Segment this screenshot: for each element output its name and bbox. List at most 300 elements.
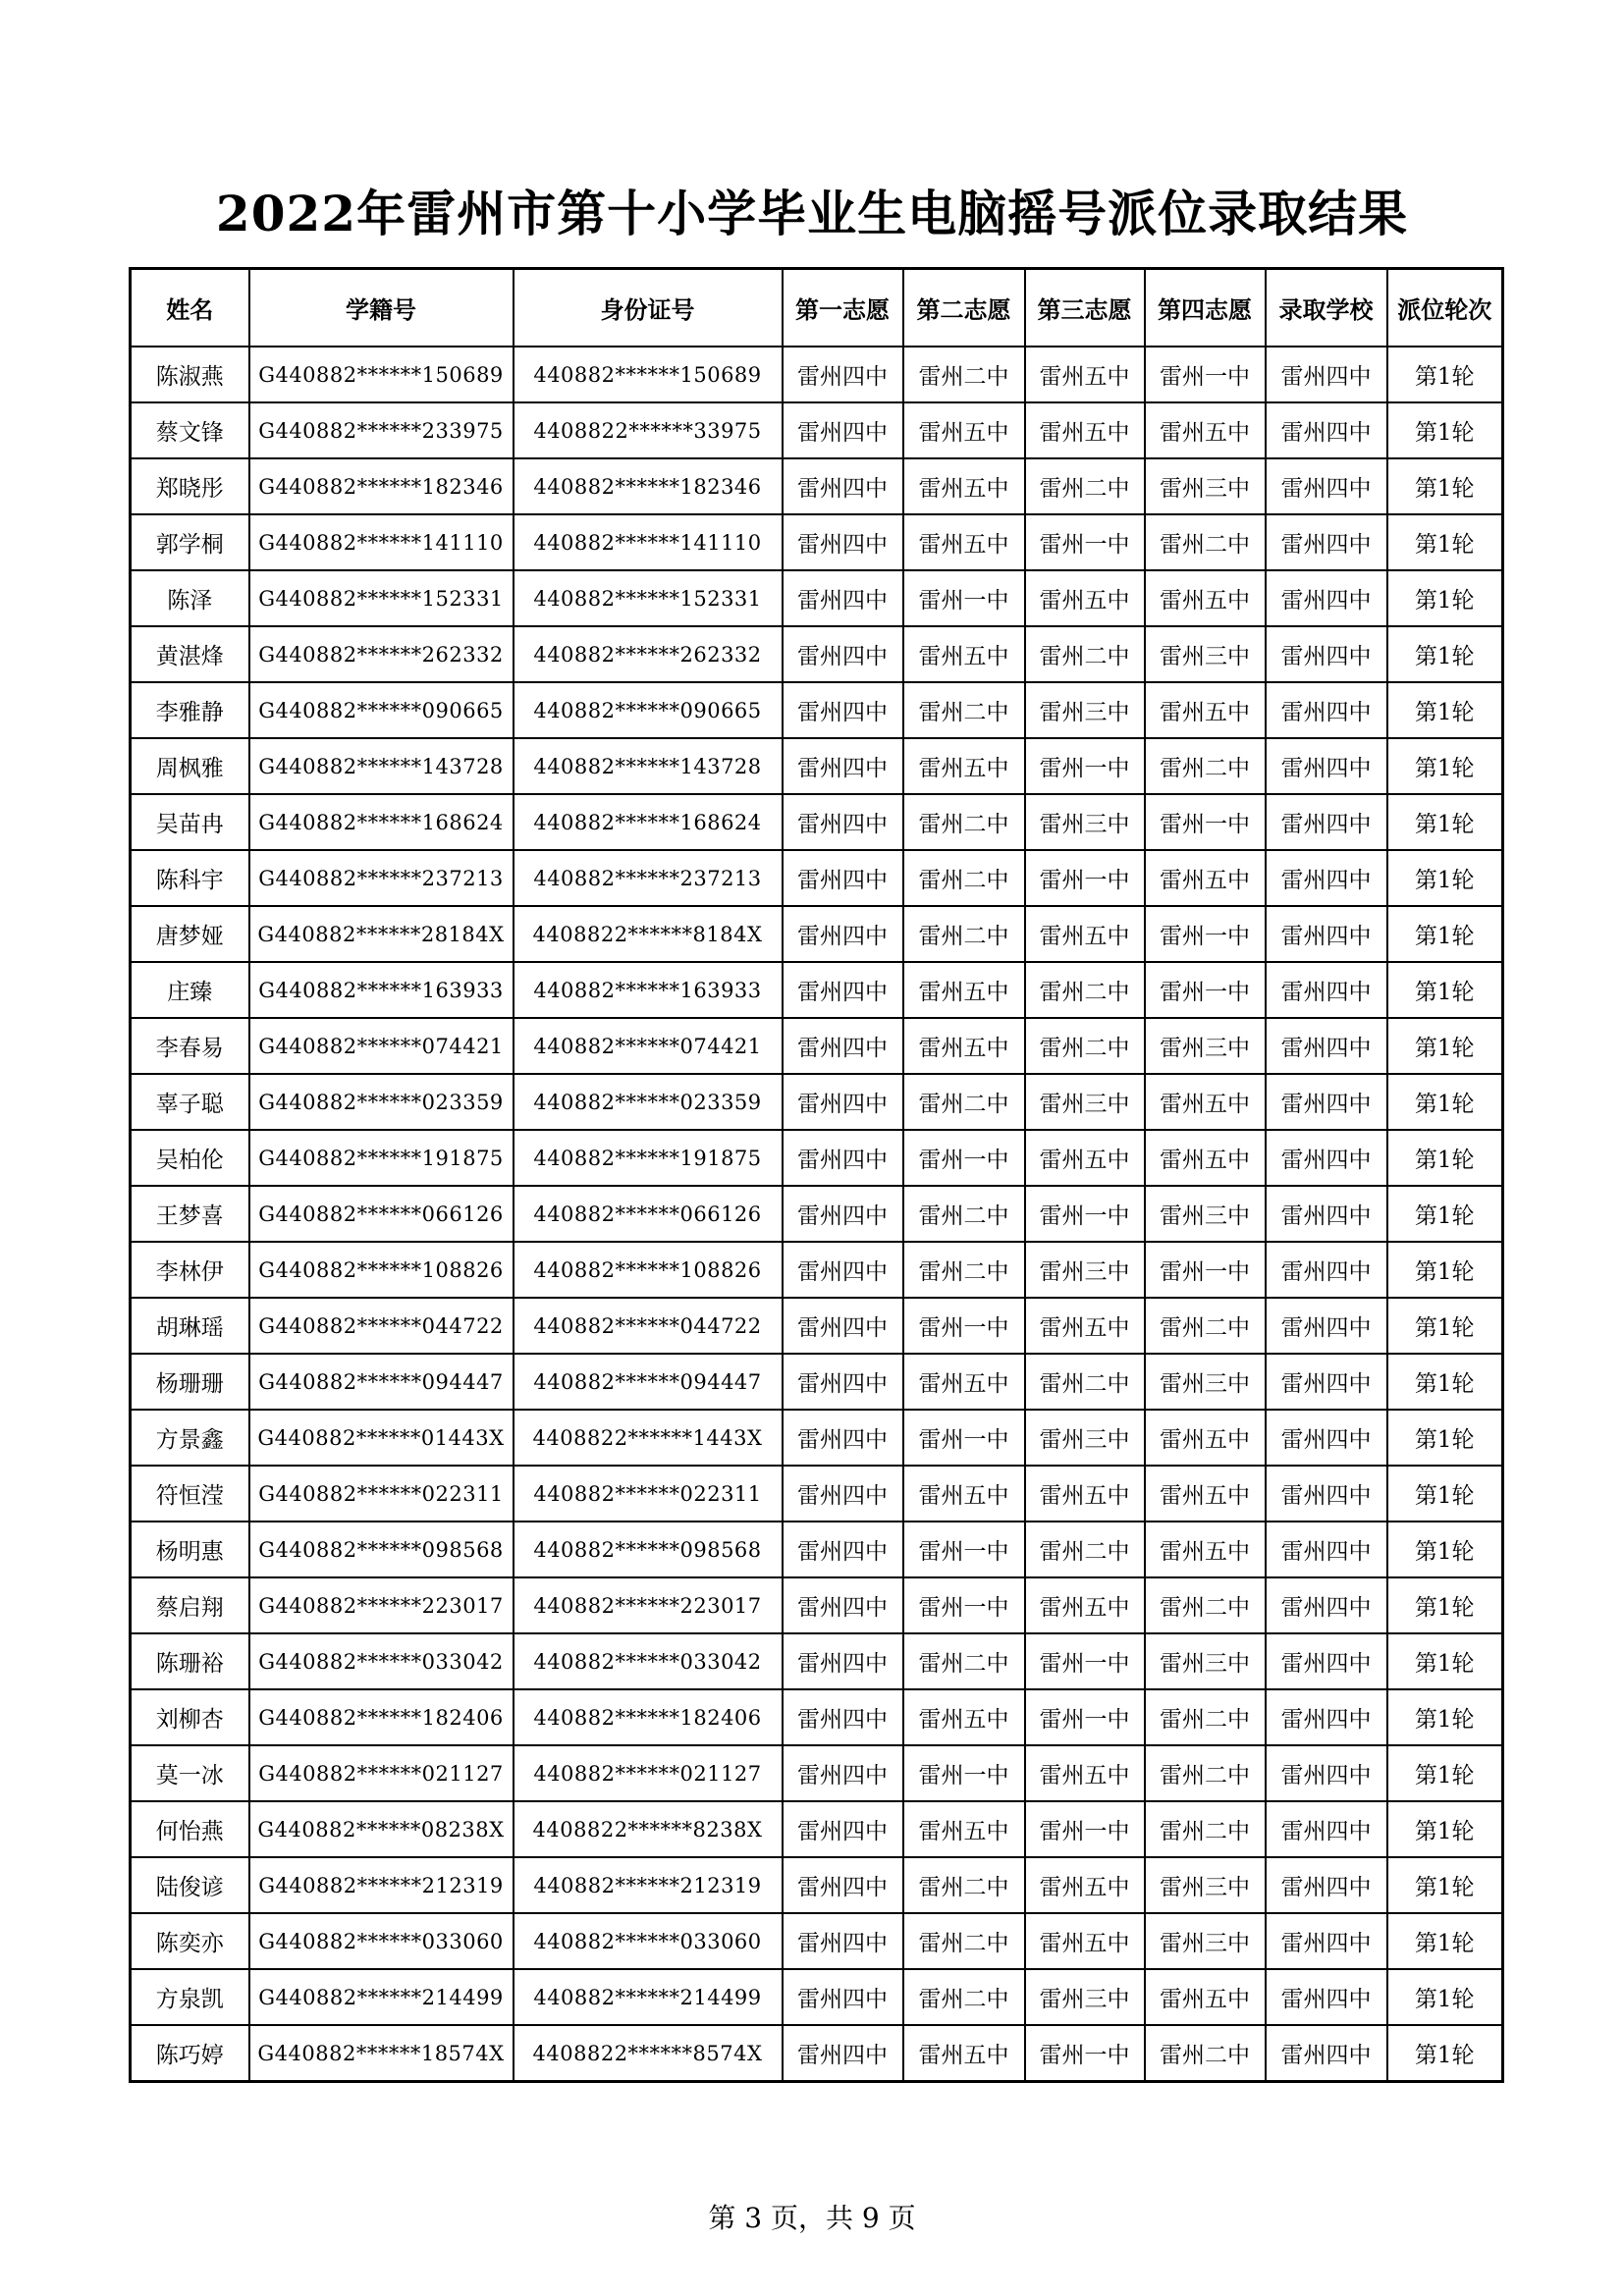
- student-name: 陈巧婷: [131, 2025, 249, 2082]
- student-id: G440882******168624: [249, 794, 514, 850]
- choice-1: 雷州四中: [783, 738, 903, 794]
- student-id: G440882******233975: [249, 402, 514, 458]
- choice-3: 雷州三中: [1025, 1969, 1145, 2025]
- id-card-number: 440882******033042: [514, 1633, 783, 1689]
- choice-1-header: 第一志愿: [783, 269, 903, 347]
- assignment-round: 第1轮: [1387, 458, 1503, 514]
- admitted-school: 雷州四中: [1266, 1018, 1387, 1074]
- student-id: G440882******141110: [249, 514, 514, 570]
- admitted-school: 雷州四中: [1266, 2025, 1387, 2082]
- choice-2: 雷州一中: [903, 1577, 1025, 1633]
- choice-3: 雷州五中: [1025, 1298, 1145, 1354]
- student-name: 陆俊谚: [131, 1857, 249, 1913]
- id-card-number: 440882******214499: [514, 1969, 783, 2025]
- assignment-round: 第1轮: [1387, 1913, 1503, 1969]
- admitted-school: 雷州四中: [1266, 1466, 1387, 1522]
- choice-2: 雷州二中: [903, 1186, 1025, 1242]
- id-card-number: 440882******150689: [514, 347, 783, 402]
- id-card-number: 440882******021127: [514, 1745, 783, 1801]
- choice-4: 雷州二中: [1145, 738, 1266, 794]
- choice-3: 雷州五中: [1025, 570, 1145, 626]
- student-id: G440882******152331: [249, 570, 514, 626]
- header-row: [131, 269, 1503, 347]
- student-name: 庄臻: [131, 962, 249, 1018]
- id-card-header: 身份证号: [514, 269, 783, 347]
- table-row: [131, 1633, 1503, 1689]
- choice-2: 雷州二中: [903, 850, 1025, 906]
- choice-3: 雷州二中: [1025, 1018, 1145, 1074]
- choice-1: 雷州四中: [783, 850, 903, 906]
- student-id-header: 学籍号: [249, 269, 514, 347]
- student-name: 郭学桐: [131, 514, 249, 570]
- student-name: 刘柳杏: [131, 1689, 249, 1745]
- choice-3: 雷州一中: [1025, 2025, 1145, 2082]
- choice-1: 雷州四中: [783, 1130, 903, 1186]
- choice-4: 雷州三中: [1145, 1857, 1266, 1913]
- choice-3: 雷州五中: [1025, 906, 1145, 962]
- choice-2: 雷州五中: [903, 1018, 1025, 1074]
- assignment-round: 第1轮: [1387, 850, 1503, 906]
- id-card-number: 440882******223017: [514, 1577, 783, 1633]
- student-name: 莫一冰: [131, 1745, 249, 1801]
- id-card-number: 440882******212319: [514, 1857, 783, 1913]
- id-card-number: 440882******182346: [514, 458, 783, 514]
- choice-3: 雷州一中: [1025, 1689, 1145, 1745]
- choice-1: 雷州四中: [783, 1913, 903, 1969]
- student-id: G440882******237213: [249, 850, 514, 906]
- choice-2: 雷州一中: [903, 1130, 1025, 1186]
- student-name: 周枫雅: [131, 738, 249, 794]
- assignment-round: 第1轮: [1387, 682, 1503, 738]
- table-row: [131, 1969, 1503, 2025]
- choice-1: 雷州四中: [783, 2025, 903, 2082]
- id-card-number: 440882******108826: [514, 1242, 783, 1298]
- student-id: G440882******214499: [249, 1969, 514, 2025]
- student-name: 杨明惠: [131, 1522, 249, 1577]
- choice-1: 雷州四中: [783, 402, 903, 458]
- choice-3: 雷州三中: [1025, 1410, 1145, 1466]
- student-name: 蔡启翔: [131, 1577, 249, 1633]
- choice-4: 雷州五中: [1145, 1410, 1266, 1466]
- student-name: 唐梦娅: [131, 906, 249, 962]
- assignment-round: 第1轮: [1387, 1466, 1503, 1522]
- student-id: G440882******098568: [249, 1522, 514, 1577]
- student-name: 李林伊: [131, 1242, 249, 1298]
- choice-1: 雷州四中: [783, 570, 903, 626]
- admitted-school: 雷州四中: [1266, 514, 1387, 570]
- choice-3: 雷州五中: [1025, 1913, 1145, 1969]
- choice-4: 雷州三中: [1145, 1186, 1266, 1242]
- table-row: [131, 402, 1503, 458]
- choice-3: 雷州五中: [1025, 1466, 1145, 1522]
- student-id: G440882******074421: [249, 1018, 514, 1074]
- choice-1: 雷州四中: [783, 1354, 903, 1410]
- choice-3: 雷州一中: [1025, 1633, 1145, 1689]
- choice-1: 雷州四中: [783, 1074, 903, 1130]
- id-card-number: 440882******094447: [514, 1354, 783, 1410]
- student-name: 符恒滢: [131, 1466, 249, 1522]
- choice-4: 雷州三中: [1145, 1633, 1266, 1689]
- admitted-school: 雷州四中: [1266, 906, 1387, 962]
- assignment-round: 第1轮: [1387, 2025, 1503, 2082]
- assignment-round: 第1轮: [1387, 1018, 1503, 1074]
- table-body: [131, 347, 1503, 2082]
- id-card-number: 4408822******8184X: [514, 906, 783, 962]
- choice-3: 雷州一中: [1025, 1801, 1145, 1857]
- choice-1: 雷州四中: [783, 1522, 903, 1577]
- choice-1: 雷州四中: [783, 1018, 903, 1074]
- table-row: [131, 1410, 1503, 1466]
- id-card-number: 440882******168624: [514, 794, 783, 850]
- table-row: [131, 1577, 1503, 1633]
- choice-2: 雷州二中: [903, 1633, 1025, 1689]
- id-card-number: 4408822******33975: [514, 402, 783, 458]
- choice-1: 雷州四中: [783, 514, 903, 570]
- id-card-number: 440882******152331: [514, 570, 783, 626]
- assignment-round: 第1轮: [1387, 1410, 1503, 1466]
- choice-3: 雷州一中: [1025, 738, 1145, 794]
- choice-4: 雷州一中: [1145, 906, 1266, 962]
- table-row: [131, 1354, 1503, 1410]
- student-name: 杨珊珊: [131, 1354, 249, 1410]
- id-card-number: 440882******066126: [514, 1186, 783, 1242]
- choice-2: 雷州二中: [903, 1242, 1025, 1298]
- table-row: [131, 626, 1503, 682]
- choice-4: 雷州三中: [1145, 626, 1266, 682]
- admitted-school: 雷州四中: [1266, 962, 1387, 1018]
- id-card-number: 4408822******8574X: [514, 2025, 783, 2082]
- choice-1: 雷州四中: [783, 962, 903, 1018]
- table-row: [131, 850, 1503, 906]
- assignment-round: 第1轮: [1387, 906, 1503, 962]
- choice-4: 雷州二中: [1145, 514, 1266, 570]
- admitted-school: 雷州四中: [1266, 1969, 1387, 2025]
- choice-2: 雷州五中: [903, 1466, 1025, 1522]
- choice-2: 雷州五中: [903, 2025, 1025, 2082]
- choice-4: 雷州一中: [1145, 1242, 1266, 1298]
- table-row: [131, 1186, 1503, 1242]
- choice-2: 雷州二中: [903, 1913, 1025, 1969]
- assignment-round: 第1轮: [1387, 1745, 1503, 1801]
- assignment-round: 第1轮: [1387, 738, 1503, 794]
- student-id: G440882******18574X: [249, 2025, 514, 2082]
- id-card-number: 440882******182406: [514, 1689, 783, 1745]
- choice-4: 雷州二中: [1145, 1298, 1266, 1354]
- choice-1: 雷州四中: [783, 1857, 903, 1913]
- student-id: G440882******223017: [249, 1577, 514, 1633]
- choice-3-header: 第三志愿: [1025, 269, 1145, 347]
- admitted-school: 雷州四中: [1266, 1074, 1387, 1130]
- table-row: [131, 1689, 1503, 1745]
- admitted-school: 雷州四中: [1266, 850, 1387, 906]
- choice-2: 雷州一中: [903, 1745, 1025, 1801]
- choice-3: 雷州一中: [1025, 514, 1145, 570]
- admitted-school-header: 录取学校: [1266, 269, 1387, 347]
- student-id: G440882******212319: [249, 1857, 514, 1913]
- assignment-round: 第1轮: [1387, 1298, 1503, 1354]
- id-card-number: 440882******262332: [514, 626, 783, 682]
- table-row: [131, 1242, 1503, 1298]
- choice-1: 雷州四中: [783, 682, 903, 738]
- choice-2: 雷州五中: [903, 1689, 1025, 1745]
- assignment-round: 第1轮: [1387, 1130, 1503, 1186]
- choice-2: 雷州五中: [903, 738, 1025, 794]
- assignment-round: 第1轮: [1387, 1633, 1503, 1689]
- id-card-number: 440882******143728: [514, 738, 783, 794]
- choice-4: 雷州五中: [1145, 570, 1266, 626]
- choice-2: 雷州一中: [903, 570, 1025, 626]
- choice-3: 雷州五中: [1025, 402, 1145, 458]
- choice-2: 雷州五中: [903, 1354, 1025, 1410]
- choice-4: 雷州三中: [1145, 1913, 1266, 1969]
- choice-2: 雷州一中: [903, 1410, 1025, 1466]
- student-name: 辜子聪: [131, 1074, 249, 1130]
- id-card-number: 4408822******8238X: [514, 1801, 783, 1857]
- student-id: G440882******28184X: [249, 906, 514, 962]
- table-row: [131, 1745, 1503, 1801]
- assignment-round: 第1轮: [1387, 1857, 1503, 1913]
- table-row: [131, 347, 1503, 402]
- choice-1: 雷州四中: [783, 1577, 903, 1633]
- student-id: G440882******108826: [249, 1242, 514, 1298]
- admitted-school: 雷州四中: [1266, 1522, 1387, 1577]
- student-name: 胡琳瑶: [131, 1298, 249, 1354]
- student-id: G440882******033042: [249, 1633, 514, 1689]
- id-card-number: 4408822******1443X: [514, 1410, 783, 1466]
- student-name: 吴柏伦: [131, 1130, 249, 1186]
- id-card-number: 440882******022311: [514, 1466, 783, 1522]
- assignment-round: 第1轮: [1387, 570, 1503, 626]
- choice-1: 雷州四中: [783, 906, 903, 962]
- choice-3: 雷州五中: [1025, 1857, 1145, 1913]
- admitted-school: 雷州四中: [1266, 738, 1387, 794]
- table-row: [131, 1913, 1503, 1969]
- student-name: 李春易: [131, 1018, 249, 1074]
- choice-4: 雷州二中: [1145, 1577, 1266, 1633]
- choice-1: 雷州四中: [783, 1969, 903, 2025]
- choice-3: 雷州二中: [1025, 1354, 1145, 1410]
- choice-4: 雷州五中: [1145, 1466, 1266, 1522]
- choice-4-header: 第四志愿: [1145, 269, 1266, 347]
- choice-2: 雷州二中: [903, 682, 1025, 738]
- assignment-round: 第1轮: [1387, 1242, 1503, 1298]
- choice-2: 雷州二中: [903, 1969, 1025, 2025]
- choice-3: 雷州一中: [1025, 1186, 1145, 1242]
- table-row: [131, 962, 1503, 1018]
- admitted-school: 雷州四中: [1266, 1913, 1387, 1969]
- table-row: [131, 1466, 1503, 1522]
- student-name: 方景鑫: [131, 1410, 249, 1466]
- page-footer: 第 3 页，共 9 页: [708, 2202, 916, 2234]
- choice-1: 雷州四中: [783, 1633, 903, 1689]
- admitted-school: 雷州四中: [1266, 1633, 1387, 1689]
- assignment-round: 第1轮: [1387, 1354, 1503, 1410]
- table-row: [131, 738, 1503, 794]
- student-id: G440882******262332: [249, 626, 514, 682]
- student-name: 何怡燕: [131, 1801, 249, 1857]
- assignment-round: 第1轮: [1387, 1074, 1503, 1130]
- choice-4: 雷州一中: [1145, 347, 1266, 402]
- assignment-round: 第1轮: [1387, 1577, 1503, 1633]
- id-card-number: 440882******044722: [514, 1298, 783, 1354]
- choice-1: 雷州四中: [783, 1298, 903, 1354]
- admitted-school: 雷州四中: [1266, 1242, 1387, 1298]
- student-id: G440882******150689: [249, 347, 514, 402]
- admitted-school: 雷州四中: [1266, 458, 1387, 514]
- choice-2: 雷州五中: [903, 402, 1025, 458]
- choice-2: 雷州二中: [903, 1857, 1025, 1913]
- table-row: [131, 1130, 1503, 1186]
- admitted-school: 雷州四中: [1266, 1689, 1387, 1745]
- choice-2: 雷州二中: [903, 1074, 1025, 1130]
- choice-2: 雷州五中: [903, 514, 1025, 570]
- choice-1: 雷州四中: [783, 1410, 903, 1466]
- table-row: [131, 794, 1503, 850]
- id-card-number: 440882******141110: [514, 514, 783, 570]
- choice-4: 雷州五中: [1145, 402, 1266, 458]
- choice-4: 雷州五中: [1145, 1074, 1266, 1130]
- choice-3: 雷州五中: [1025, 1130, 1145, 1186]
- admitted-school: 雷州四中: [1266, 1745, 1387, 1801]
- choice-4: 雷州二中: [1145, 1745, 1266, 1801]
- assignment-round: 第1轮: [1387, 347, 1503, 402]
- student-name: 王梦喜: [131, 1186, 249, 1242]
- choice-3: 雷州三中: [1025, 682, 1145, 738]
- name-header: 姓名: [131, 269, 249, 347]
- choice-2-header: 第二志愿: [903, 269, 1025, 347]
- admitted-school: 雷州四中: [1266, 402, 1387, 458]
- admitted-school: 雷州四中: [1266, 682, 1387, 738]
- assignment-round: 第1轮: [1387, 962, 1503, 1018]
- assignment-round: 第1轮: [1387, 1801, 1503, 1857]
- choice-3: 雷州二中: [1025, 458, 1145, 514]
- choice-2: 雷州五中: [903, 458, 1025, 514]
- student-name: 陈奕亦: [131, 1913, 249, 1969]
- student-id: G440882******033060: [249, 1913, 514, 1969]
- student-id: G440882******021127: [249, 1745, 514, 1801]
- choice-4: 雷州三中: [1145, 1018, 1266, 1074]
- choice-4: 雷州五中: [1145, 682, 1266, 738]
- choice-4: 雷州五中: [1145, 1969, 1266, 2025]
- student-id: G440882******094447: [249, 1354, 514, 1410]
- assignment-round: 第1轮: [1387, 626, 1503, 682]
- choice-1: 雷州四中: [783, 1801, 903, 1857]
- choice-3: 雷州三中: [1025, 1242, 1145, 1298]
- choice-3: 雷州五中: [1025, 347, 1145, 402]
- admitted-school: 雷州四中: [1266, 626, 1387, 682]
- table-row: [131, 2025, 1503, 2082]
- choice-4: 雷州五中: [1145, 850, 1266, 906]
- id-card-number: 440882******237213: [514, 850, 783, 906]
- choice-3: 雷州一中: [1025, 850, 1145, 906]
- results-table: [129, 267, 1504, 2083]
- choice-4: 雷州一中: [1145, 794, 1266, 850]
- student-id: G440882******182346: [249, 458, 514, 514]
- choice-1: 雷州四中: [783, 458, 903, 514]
- choice-4: 雷州二中: [1145, 1689, 1266, 1745]
- table-row: [131, 1074, 1503, 1130]
- admitted-school: 雷州四中: [1266, 1577, 1387, 1633]
- table-row: [131, 906, 1503, 962]
- choice-1: 雷州四中: [783, 794, 903, 850]
- choice-3: 雷州二中: [1025, 626, 1145, 682]
- id-card-number: 440882******191875: [514, 1130, 783, 1186]
- student-id: G440882******01443X: [249, 1410, 514, 1466]
- student-name: 吴苗冉: [131, 794, 249, 850]
- student-id: G440882******182406: [249, 1689, 514, 1745]
- choice-4: 雷州三中: [1145, 458, 1266, 514]
- student-name: 陈科宇: [131, 850, 249, 906]
- choice-4: 雷州一中: [1145, 962, 1266, 1018]
- choice-1: 雷州四中: [783, 347, 903, 402]
- student-id: G440882******044722: [249, 1298, 514, 1354]
- student-id: G440882******066126: [249, 1186, 514, 1242]
- choice-4: 雷州二中: [1145, 1801, 1266, 1857]
- admitted-school: 雷州四中: [1266, 1130, 1387, 1186]
- choice-4: 雷州三中: [1145, 1354, 1266, 1410]
- student-id: G440882******143728: [249, 738, 514, 794]
- table-row: [131, 1801, 1503, 1857]
- choice-3: 雷州二中: [1025, 1522, 1145, 1577]
- choice-2: 雷州五中: [903, 1801, 1025, 1857]
- choice-3: 雷州二中: [1025, 962, 1145, 1018]
- assignment-round: 第1轮: [1387, 1186, 1503, 1242]
- student-id: G440882******022311: [249, 1466, 514, 1522]
- choice-2: 雷州二中: [903, 347, 1025, 402]
- table-row: [131, 514, 1503, 570]
- table-row: [131, 1522, 1503, 1577]
- assignment-round: 第1轮: [1387, 1969, 1503, 2025]
- choice-1: 雷州四中: [783, 1242, 903, 1298]
- choice-3: 雷州五中: [1025, 1577, 1145, 1633]
- id-card-number: 440882******074421: [514, 1018, 783, 1074]
- admitted-school: 雷州四中: [1266, 1410, 1387, 1466]
- round-header: 派位轮次: [1387, 269, 1503, 347]
- choice-4: 雷州五中: [1145, 1522, 1266, 1577]
- student-name: 陈珊裕: [131, 1633, 249, 1689]
- choice-2: 雷州二中: [903, 906, 1025, 962]
- choice-2: 雷州一中: [903, 1522, 1025, 1577]
- assignment-round: 第1轮: [1387, 514, 1503, 570]
- admitted-school: 雷州四中: [1266, 1186, 1387, 1242]
- admitted-school: 雷州四中: [1266, 347, 1387, 402]
- student-id: G440882******090665: [249, 682, 514, 738]
- id-card-number: 440882******023359: [514, 1074, 783, 1130]
- admitted-school: 雷州四中: [1266, 794, 1387, 850]
- page-title: 2022年雷州市第十小学毕业生电脑摇号派位录取结果: [215, 185, 1409, 242]
- id-card-number: 440882******090665: [514, 682, 783, 738]
- assignment-round: 第1轮: [1387, 1522, 1503, 1577]
- student-name: 方泉凯: [131, 1969, 249, 2025]
- choice-2: 雷州五中: [903, 626, 1025, 682]
- assignment-round: 第1轮: [1387, 402, 1503, 458]
- admitted-school: 雷州四中: [1266, 1354, 1387, 1410]
- choice-1: 雷州四中: [783, 1186, 903, 1242]
- choice-4: 雷州二中: [1145, 2025, 1266, 2082]
- choice-3: 雷州五中: [1025, 1745, 1145, 1801]
- choice-2: 雷州二中: [903, 794, 1025, 850]
- id-card-number: 440882******098568: [514, 1522, 783, 1577]
- choice-2: 雷州一中: [903, 1298, 1025, 1354]
- student-id: G440882******163933: [249, 962, 514, 1018]
- choice-1: 雷州四中: [783, 1745, 903, 1801]
- table-row: [131, 458, 1503, 514]
- student-name: 蔡文锋: [131, 402, 249, 458]
- id-card-number: 440882******163933: [514, 962, 783, 1018]
- student-name: 陈淑燕: [131, 347, 249, 402]
- choice-3: 雷州三中: [1025, 794, 1145, 850]
- table-row: [131, 682, 1503, 738]
